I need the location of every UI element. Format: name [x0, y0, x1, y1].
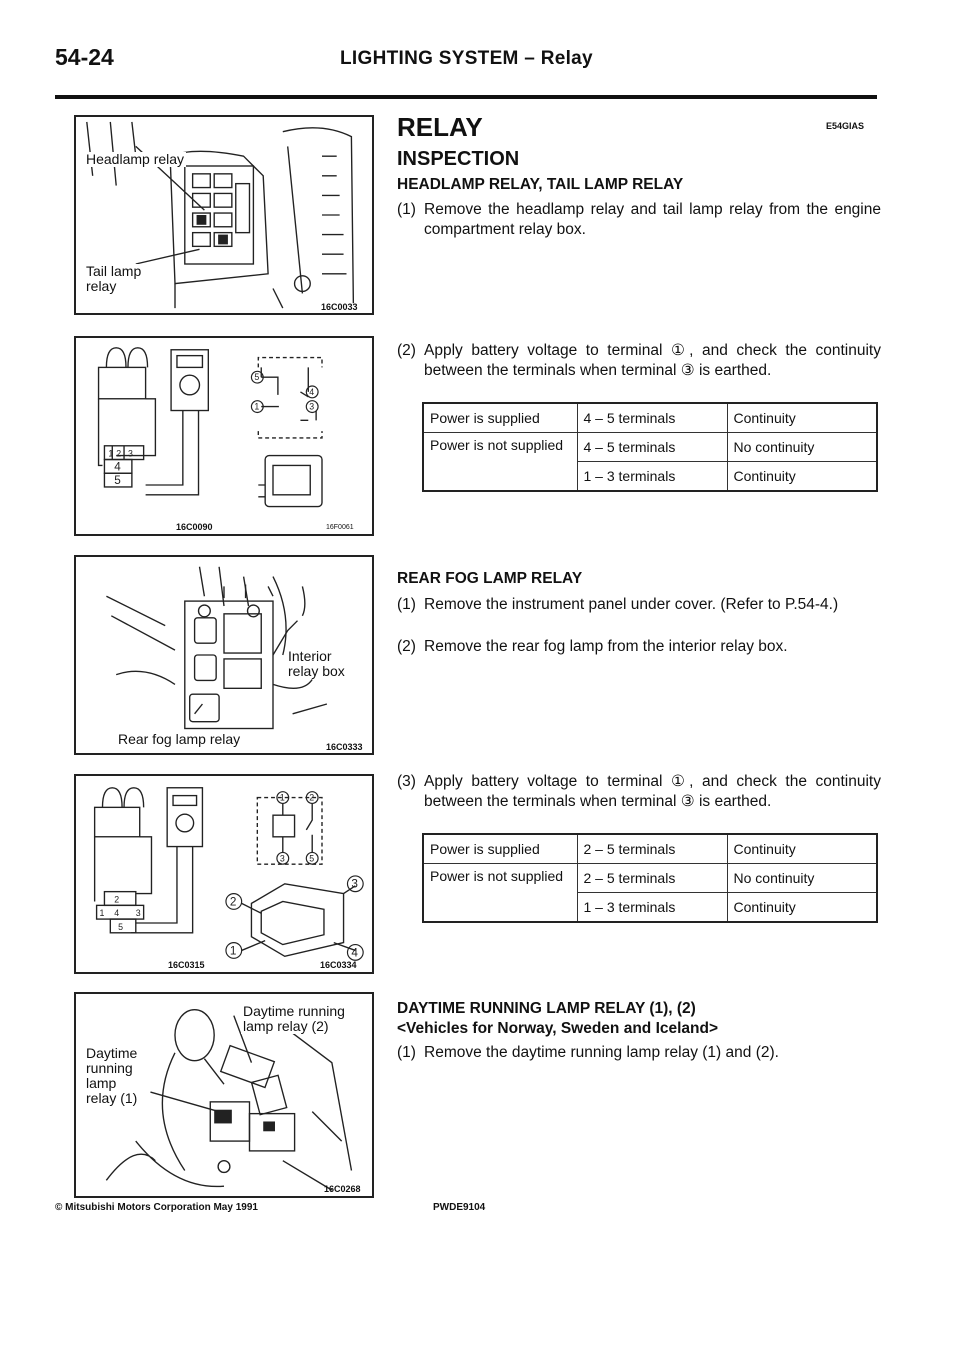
- step-text: Remove the daytime running lamp relay (1) and (2).: [424, 1044, 779, 1061]
- figure-code: 16C0268: [324, 1184, 361, 1194]
- label-rear-fog-lamp-relay: Rear fog lamp relay: [118, 731, 241, 747]
- table-row: [423, 433, 877, 462]
- table-cell: Continuity: [727, 462, 877, 492]
- test-circuit-drawing: [76, 338, 372, 534]
- table-cell: 2 – 5 terminals: [577, 864, 727, 893]
- terminal-label: 5: [309, 853, 315, 864]
- rear-fog-continuity-table: [422, 833, 878, 923]
- rear-fog-step-2: [397, 637, 881, 657]
- table-row: [423, 864, 877, 893]
- terminal-label: 4: [351, 946, 358, 960]
- terminal-label: 1: [254, 401, 260, 412]
- figure-daytime-running-lamp-relays: [74, 992, 374, 1198]
- test-circuit-drawing: [76, 776, 372, 972]
- footer-copyright: © Mitsubishi Motors Corporation May 1991: [55, 1202, 258, 1213]
- footer-doc-code: PWDE9104: [433, 1202, 486, 1213]
- label-tail-lamp: Tail lamp: [86, 263, 142, 279]
- figure-code-left: 16C0090: [176, 522, 213, 532]
- table-cell: Continuity: [727, 893, 877, 923]
- section-code: E54GIAS: [826, 121, 865, 131]
- terminal-label: 3: [135, 908, 141, 919]
- table-cell: Continuity: [727, 834, 877, 864]
- table-row: [423, 403, 877, 433]
- table-cell: Power is supplied: [423, 834, 577, 864]
- table-cell: Power is not supplied: [423, 433, 577, 492]
- figure-code-left: 16C0315: [168, 960, 205, 970]
- rear-fog-step-3: [397, 772, 881, 812]
- figure-rear-fog-relay-location: [74, 555, 374, 755]
- drl-subheading: <Vehicles for Norway, Sweden and Iceland>: [397, 1020, 719, 1037]
- label-drl-relay-1-line1: Daytime: [86, 1045, 138, 1061]
- step-text: Remove the instrument panel under cover. (Refer to P.54-4.): [424, 596, 839, 613]
- drl-relay-heading: [397, 1000, 718, 1038]
- terminal-label: 2: [116, 448, 122, 459]
- label-drl-relay-1-line4: relay (1): [86, 1090, 138, 1106]
- terminal-label: 1: [99, 908, 105, 919]
- page-title: LIGHTING SYSTEM – Relay: [340, 48, 593, 69]
- table-cell: 4 – 5 terminals: [577, 433, 727, 462]
- headlamp-step-2: [397, 341, 881, 381]
- terminal-label: 4: [114, 460, 121, 474]
- figure-code-right: 16C0334: [320, 960, 357, 970]
- terminal-label: 1: [108, 448, 114, 459]
- label-relay-box: relay box: [288, 663, 345, 679]
- page-number: 54-24: [55, 44, 114, 70]
- terminal-label: 4: [309, 386, 315, 397]
- step-number: (1): [397, 1044, 416, 1061]
- step-number: (3): [397, 773, 416, 790]
- label-drl-relay-1-line3: lamp: [86, 1075, 117, 1091]
- drl-heading-text: DAYTIME RUNNING LAMP RELAY (1), (2): [397, 1000, 696, 1017]
- table-cell: 1 – 3 terminals: [577, 462, 727, 492]
- table-cell: No continuity: [727, 433, 877, 462]
- label-drl-relay-1-line2: running: [86, 1060, 133, 1076]
- drl-step-1: [397, 1043, 881, 1063]
- relay-box-drawing: [76, 117, 372, 313]
- label-drl-relay-2-line1: Daytime running: [243, 1003, 345, 1019]
- step-text: Remove the rear fog lamp from the interior relay box.: [424, 638, 788, 655]
- table-cell: Power is not supplied: [423, 864, 577, 923]
- terminal-label: 3: [309, 401, 315, 412]
- table-cell: 1 – 3 terminals: [577, 893, 727, 923]
- terminal-label: 2: [309, 792, 315, 803]
- header-rule: [55, 95, 877, 99]
- figure-code-right: 16F0061: [326, 524, 354, 531]
- step-number: (1): [397, 596, 416, 613]
- table-cell: 2 – 5 terminals: [577, 834, 727, 864]
- step-number: (2): [397, 342, 416, 359]
- table-cell: Continuity: [727, 403, 877, 433]
- terminal-label: 2: [114, 894, 120, 905]
- terminal-label: 3: [279, 853, 285, 864]
- headlamp-relay-heading: HEADLAMP RELAY, TAIL LAMP RELAY: [397, 176, 684, 193]
- label-interior: Interior: [288, 648, 332, 664]
- table-cell: 4 – 5 terminals: [577, 403, 727, 433]
- section-title: RELAY: [397, 112, 483, 142]
- table-row: [423, 834, 877, 864]
- headlamp-continuity-table: [422, 402, 878, 492]
- figure-headlamp-relay-location: [74, 115, 374, 315]
- inspection-heading: INSPECTION: [397, 148, 520, 170]
- rear-fog-step-1: [397, 595, 881, 615]
- figure-rear-fog-relay-test: [74, 774, 374, 974]
- table-cell: No continuity: [727, 864, 877, 893]
- figure-headlamp-relay-test: [74, 336, 374, 536]
- terminal-label: 3: [127, 448, 133, 459]
- terminal-label: 1: [279, 792, 285, 803]
- terminal-label: 5: [114, 474, 121, 488]
- terminal-label: 2: [229, 895, 237, 909]
- table-cell: Power is supplied: [423, 403, 577, 433]
- label-drl-relay-2-line2: lamp relay (2): [243, 1018, 329, 1034]
- step-text: Remove the headlamp relay and tail lamp relay from the engine compartment relay box.: [424, 201, 881, 238]
- terminal-label: 5: [254, 372, 260, 383]
- headlamp-step-1: [397, 200, 881, 240]
- step-text: Apply battery voltage to terminal ①, and check the continuity between the terminals when terminal ③ is earthed.: [424, 773, 881, 810]
- terminal-label: 5: [118, 921, 124, 932]
- figure-code: 16C0333: [326, 742, 363, 752]
- terminal-label: 3: [351, 877, 358, 891]
- label-headlamp-relay: Headlamp relay: [86, 151, 185, 167]
- label-relay: relay: [86, 278, 117, 294]
- step-number: (2): [397, 638, 416, 655]
- step-number: (1): [397, 201, 416, 218]
- step-text: Apply battery voltage to terminal ①, and check the continuity between the terminals when terminal ③ is earthed.: [424, 342, 881, 379]
- terminal-label: 4: [114, 908, 120, 919]
- rear-fog-relay-heading: REAR FOG LAMP RELAY: [397, 570, 583, 587]
- terminal-label: 1: [229, 944, 237, 958]
- figure-code: 16C0033: [321, 302, 358, 312]
